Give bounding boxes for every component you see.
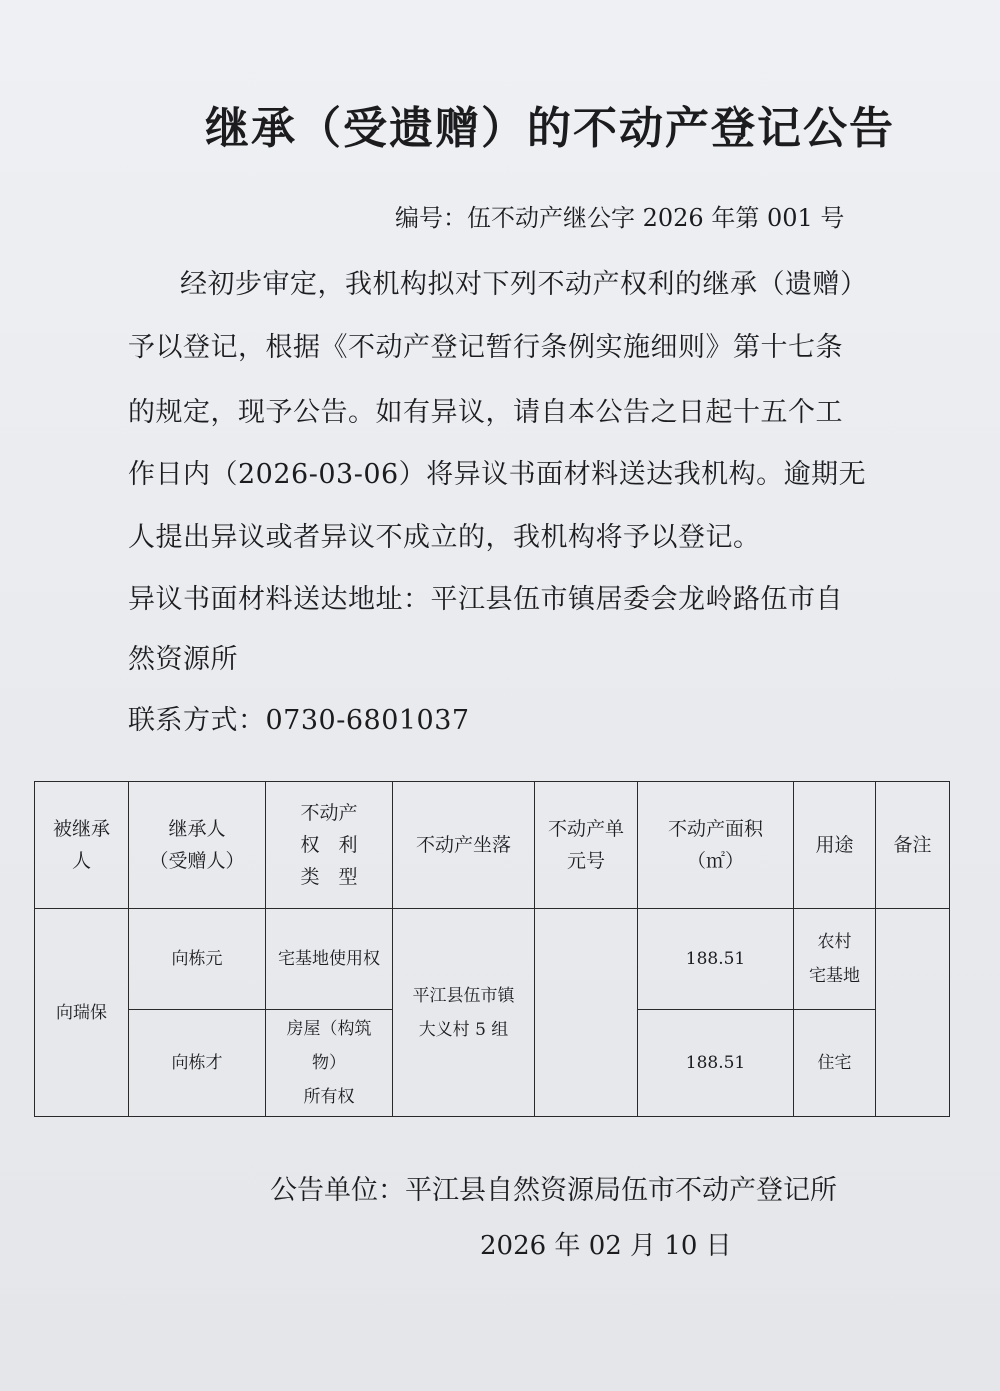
header-heir: 继承人 （受赠人） xyxy=(129,782,266,909)
usage-cell-1: 农村 宅基地 xyxy=(794,909,876,1010)
area-cell-1: 188.51 xyxy=(638,909,794,1010)
contact-line: 联系方式：0730-6801037 xyxy=(128,705,470,736)
header-unit-no: 不动产单 元号 xyxy=(535,782,638,909)
header-usage: 用途 xyxy=(794,782,876,909)
header-decedent: 被继承 人 xyxy=(35,782,129,909)
unit-no-cell xyxy=(535,909,638,1117)
body-line-3: 的规定，现予公告。如有异议，请自本公告之日起十五个工 xyxy=(128,397,843,428)
issue-date: 2026 年 02 月 10 日 xyxy=(480,1231,732,1261)
body-line-2: 予以登记，根据《不动产登记暂行条例实施细则》第十七条 xyxy=(128,332,843,363)
usage-cell-2: 住宅 xyxy=(794,1010,876,1117)
document-number: 编号：伍不动产继公字 2026 年第 001 号 xyxy=(395,204,845,232)
body-line-1: 经初步审定，我机构拟对下列不动产权利的继承（遗赠） xyxy=(180,269,868,300)
location-cell: 平江县伍市镇 大义村 5 组 xyxy=(393,909,535,1117)
body-line-5: 人提出异议或者异议不成立的，我机构将予以登记。 xyxy=(128,522,761,553)
page-title: 继承（受遗赠）的不动产登记公告 xyxy=(205,103,895,154)
heir-cell-2: 向栋才 xyxy=(129,1010,266,1117)
remark-cell xyxy=(876,909,950,1117)
table-row xyxy=(35,909,950,1010)
decedent-cell: 向瑞保 xyxy=(35,909,129,1117)
area-cell-2: 188.51 xyxy=(638,1010,794,1117)
address-line-1: 异议书面材料送达地址：平江县伍市镇居委会龙岭路伍市自 xyxy=(128,584,843,615)
registration-table xyxy=(34,781,950,1117)
table-header-row xyxy=(35,782,950,909)
header-location: 不动产坐落 xyxy=(393,782,535,909)
right-type-cell-2: 房屋（构筑物） 所有权 xyxy=(266,1010,393,1117)
header-remark: 备注 xyxy=(876,782,950,909)
heir-cell-1: 向栋元 xyxy=(129,909,266,1010)
right-type-cell-1: 宅基地使用权 xyxy=(266,909,393,1010)
header-right-type: 不动产 权 利 类 型 xyxy=(266,782,393,909)
issuing-unit: 公告单位：平江县自然资源局伍市不动产登记所 xyxy=(270,1175,837,1206)
body-line-4: 作日内（2026-03-06）将异议书面材料送达我机构。逾期无 xyxy=(128,459,867,490)
header-area: 不动产面积 （㎡） xyxy=(638,782,794,909)
address-line-2: 然资源所 xyxy=(128,644,238,675)
